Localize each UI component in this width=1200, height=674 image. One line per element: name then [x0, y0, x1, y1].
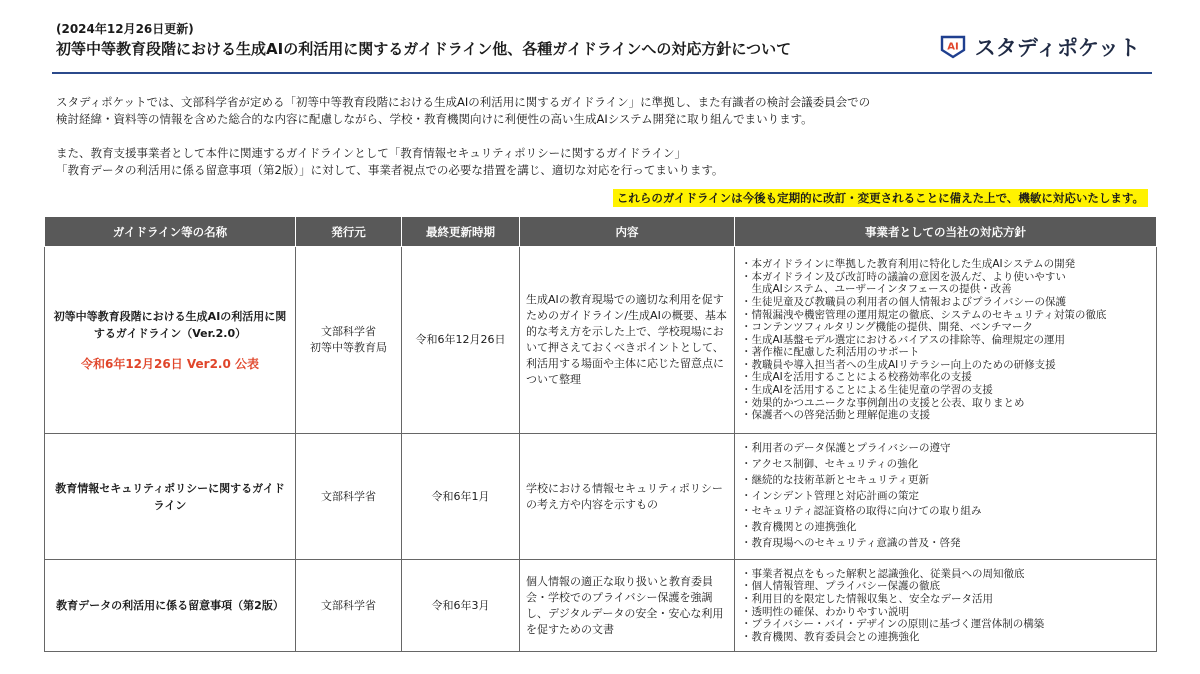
list-item: ・生成AI基盤モデル選定におけるバイアスの排除等、倫理規定の運用: [741, 333, 1066, 346]
list-item: ・透明性の確保、わかりやすい説明: [741, 605, 909, 618]
list-item: ・個人情報管理、プライバシー保護の徹底: [741, 580, 940, 593]
guideline-name-cell: [45, 247, 296, 434]
policy-cell: [735, 434, 1157, 560]
update-date: (2024年12月26日更新): [56, 22, 194, 36]
policy-list: [741, 258, 1150, 422]
guideline-name-cell: [45, 560, 296, 652]
list-item: ・効果的かつユニークな事例創出の支援と公表、取りまとめ: [741, 396, 1025, 409]
list-item: ・継続的な技術革新とセキュリティ更新: [741, 473, 929, 486]
brand-logo-icon: [939, 35, 967, 59]
list-item: ・インシデント管理と対応計画の策定: [741, 489, 920, 502]
policy-cell: [735, 560, 1157, 652]
updated-cell: 令和6年1月: [402, 434, 520, 560]
table-row: [45, 247, 1157, 434]
list-item: ・保護者への啓発活動と理解促進の支援: [741, 409, 930, 422]
guideline-name: 教育情報セキュリティポリシーに関するガイドライン: [55, 481, 285, 512]
updated-cell: 令和6年12月26日: [402, 247, 520, 434]
list-item: ・アクセス制御、セキュリティの強化: [741, 458, 919, 470]
intro-text: [56, 94, 1056, 179]
intro-paragraph-2-line-1: また、教育支援事業者として本件に関連するガイドラインとして「教育情報セキュリティポリシーに関するガイドライン」: [56, 146, 686, 160]
list-item: ・生徒児童及び教職員の利用者の個人情報およびプライバシーの保護: [741, 295, 1066, 308]
publication-note: 令和6年12月26日 Ver2.0 公表: [80, 356, 260, 371]
list-item: ・本ガイドラインに準拠した教育利用に特化した生成AIシステムの開発: [741, 258, 1076, 271]
header-name: ガイドライン等の名称: [45, 217, 296, 247]
content-cell: 生成AIの教育現場での適切な利用を促すためのガイドライン/生成AIの概要、基本的な考え方を示した上で、学校現場において押さえておくべきポイントとして、利活用する場面や主体に応じた留意点について整理: [520, 247, 735, 434]
guideline-name: 初等中等教育段階における生成AIの利活用に関するガイドライン（Ver.2.0）: [53, 309, 287, 340]
guidelines-table: [44, 216, 1157, 652]
page-title: 初等中等教育段階における生成AIの利活用に関するガイドライン他、各種ガイドラインへの対応方針について: [56, 40, 792, 58]
table-row: [45, 560, 1157, 652]
page-header: [52, 20, 1152, 74]
issuer-line-2: 初等中等教育局: [310, 341, 387, 354]
list-item: ・著作権に配慮した利活用のサポート: [741, 346, 920, 359]
issuer-line-1: 文部科学省: [321, 325, 376, 338]
list-item: ・セキュリティ認証資格の取得に向けての取り組み: [741, 505, 982, 518]
issuer-cell: 文部科学省: [296, 560, 402, 652]
list-item: ・教育機関との連携強化: [741, 521, 857, 534]
policy-cell: [735, 247, 1157, 434]
list-item: ・教育現場へのセキュリティ意識の普及・啓発: [741, 536, 961, 549]
list-item: ・利用目的を限定した情報収集と、安全なデータ活用: [741, 592, 993, 605]
brand-name: スタディポケット: [974, 36, 1140, 60]
intro-paragraph-2-line-2: 「教育データの利活用に係る留意事項（第2版）」に対して、事業者視点での必要な措置を講じ、適切な対応を行ってまいります。: [56, 163, 724, 177]
issuer-cell: 文部科学省: [296, 434, 402, 560]
content-cell: 学校における情報セキュリティポリシーの考え方や内容を示すもの: [520, 434, 735, 560]
policy-list: [741, 568, 1150, 644]
list-item: ・プライバシー・バイ・デザインの原則に基づく運営体制の構築: [741, 618, 1045, 631]
highlight-note: [613, 187, 1148, 206]
updated-cell: 令和6年3月: [402, 560, 520, 652]
header-content: 内容: [520, 217, 735, 247]
guideline-name: 教育データの利活用に係る留意事項（第2版）: [56, 599, 284, 612]
guideline-name-cell: [45, 434, 296, 560]
table-header-row: [45, 217, 1157, 247]
list-item: 生成AIシステム、ユーザーインタフェースの提供・改善: [741, 283, 1012, 296]
header-updated: 最終更新時期: [402, 217, 520, 247]
brand-logo-text: AI: [946, 41, 959, 53]
intro-paragraph-1-line-1: スタディポケットでは、文部科学省が定める「初等中等教育段階における生成AIの利活用に関するガイドライン」に準拠し、また有識者の検討会議委員会での: [56, 95, 871, 109]
list-item: ・生成AIを活用することによる生徒児童の学習の支援: [741, 384, 993, 397]
list-item: ・利用者のデータ保護とプライバシーの遵守: [741, 442, 951, 455]
header-policy: 事業者としての当社の対応方針: [735, 217, 1157, 247]
list-item: ・事業者視点をもった解釈と認識強化、従業員への周知徹底: [741, 567, 1025, 580]
issuer-cell: [296, 247, 402, 434]
list-item: ・教育機関、教育委員会との連携強化: [741, 630, 920, 643]
list-item: ・教職員や導入担当者への生成AIリテラシー向上のための研修支援: [741, 358, 1056, 371]
list-item: ・本ガイドライン及び改訂時の議論の意図を汲んだ、より使いやすい: [741, 270, 1066, 283]
brand: [939, 32, 1140, 62]
policy-list: [741, 441, 1150, 552]
header-issuer: 発行元: [296, 217, 402, 247]
list-item: ・生成AIを活用することによる校務効率化の支援: [741, 371, 972, 384]
content-cell: 個人情報の適正な取り扱いと教育委員会・学校でのプライバシー保護を強調し、デジタルデータの安全・安心な利用を促すための文書: [520, 560, 735, 652]
highlight-text: これらのガイドラインは今後も定期的に改訂・変更されることに備えた上で、機敏に対応いたします。: [613, 189, 1148, 207]
list-item: ・情報漏洩や機密管理の運用規定の徹底、システムのセキュリティ対策の徹底: [741, 308, 1107, 321]
intro-paragraph-1-line-2: 検討経緯・資料等の情報を含めた総合的な内容に配慮しながら、学校・教育機関向けに利便性の高い生成AIシステム開発に取り組んでまいります。: [56, 112, 813, 126]
list-item: ・コンテンツフィルタリング機能の提供、開発、ベンチマーク: [741, 321, 1034, 334]
table-row: [45, 434, 1157, 560]
